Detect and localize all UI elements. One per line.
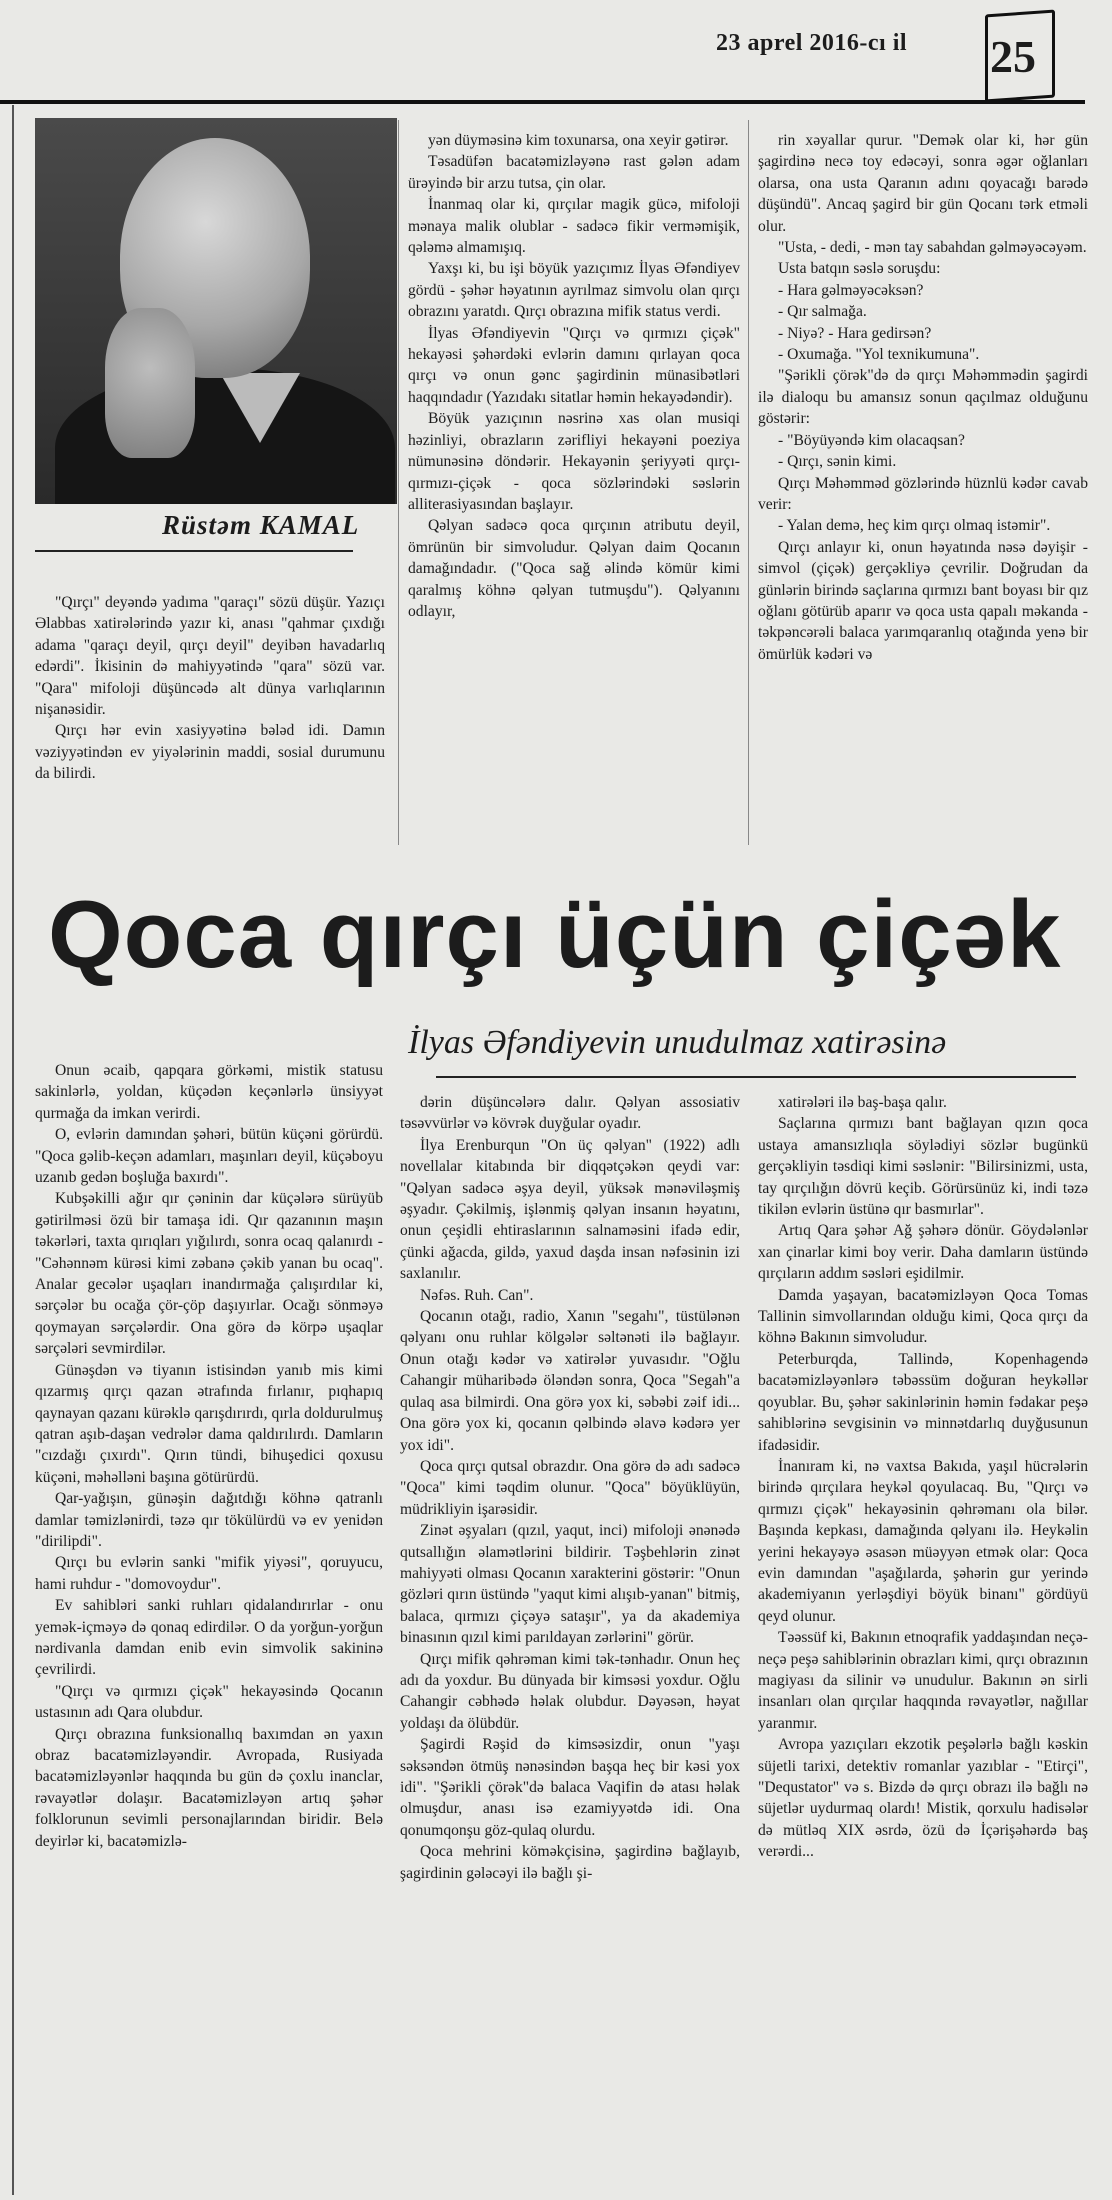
- paragraph: İlya Erenburqun "On üç qəlyan" (1922) adlı novellalar kitabında bir diqqətçəkən qeydi var: "Qəlyan sadəcə əşya deyil, yüksək mənəviləşmiş əşyadır. Çəkilmiş, işlənmiş qəlyan insanın həyatını, onun çeşidli ehtiraslarının salnaməsini ifadə edir, çünki ağacda, gildə, yaxud daşda insan nəfəsinin izi saxlanılır.: [400, 1136, 740, 1283]
- paragraph: yən düyməsinə kim toxunarsa, ona xeyir gətirər.: [428, 132, 729, 149]
- paragraph: Günəşdən və tiyanın istisindən yanıb mis kimi qızarmış qırçı qazan ətrafında fırlanır, pıqhapıq qaynayan qazanı kürəklə qarışdırırdı, qırla doldurulmuş qatran aşıb-daşan vedrələr dama qaldırılırdı. Damların "cızdağı çıxırdı". Qırın tündi, bihuşedici qoxusu küçəni, məhəlləni başına götürürdü.: [35, 1361, 383, 1486]
- text-column-top-2: [408, 130, 740, 622]
- paragraph: - Oxumağa. "Yol texnikumuna".: [778, 346, 980, 364]
- paragraph: - Niyə? - Hara gedirsən?: [778, 324, 932, 342]
- paragraph: - Yalan demə, heç kim qırçı olmaq istəmir".: [778, 517, 1051, 535]
- paragraph: Qocanın otağı, radio, Xanın "segahı", tüstülənən qəlyanı onu ruhlar kölgələr səltənəti ilə bağlayır. Onun otağı kədər və xatirələr yuvasıdır. "Oğlu Cahangir müharibədə öləndən sonra, Qoca "Segah"a qulaq asa bilmirdi. Ona görə yox ki, səbəbi zəif idi... Ona görə yox ki, qocanın qəlbində əlavə kədərə yer yox idi".: [400, 1308, 740, 1454]
- page-number-badge: [985, 8, 1055, 98]
- text-column-top-1: [35, 592, 385, 785]
- paragraph: - Qırçı, sənin kimi.: [778, 453, 897, 471]
- paragraph: Qəlyan sadəcə qoca qırçının atributu deyil, ömrünün bir simvoludur. Qəlyan daim Qocanın damağındadır. ("Qoca sağ əlində kömür kimi qaralmış köhnə qəlyan tutmuşdu"). Qəlyanını odlayır,: [408, 517, 740, 620]
- paragraph: "Qırçı və qırmızı çiçək" hekayəsində Qocanın ustasının adı Qara olubdur.: [35, 1682, 383, 1722]
- paragraph: rin xəyallar qurur. "Demək olar ki, hər gün şagirdinə necə toy edəcəyi, sonra əgər oğlanları olarsa, ona usta Qaranın adını qoyacağı barədə düşündü". Ancaq şagird bir gün Qocanı tərk etməli olur.: [758, 132, 1088, 235]
- paragraph: Zinət əşyaları (qızıl, yaqut, inci) mifoloji ənənədə qutsallığın əlamətlərini bildirir. Təşbehlərin zinət mahiyyəti olması Qocanın xarakterini göstərir: "Onun gözləri qırın üstündə "yaqut kimi alışıb-yanan" bitmiş, balaca, qırmızı çiçəyə sataşır", ya da akademiya binasının qızıl kimi parıldayan zərlərini" görür.: [400, 1522, 740, 1647]
- left-margin-rule: [12, 105, 14, 2195]
- paragraph: Usta batqın səslə soruşdu:: [778, 260, 941, 278]
- header-rule: [0, 100, 1085, 104]
- paragraph: Şagirdi Rəşid də kimsəsizdir, onun "yaşı səksəndən ötmüş nənəsindən başqa heç bir kəsi yox idi". "Şərikli çörək"də balaca Vaqifin də atası həlak olmuşdur, anası isə ezamiyyətdə idi. Ona qonumqonşu göz-qulaq olurdu.: [400, 1736, 740, 1839]
- text-column-top-3: [758, 130, 1088, 665]
- paragraph: Qırçı obrazına funksionallıq baxımdan ən yaxın obraz bacatəmizləyəndir. Avropada, Rusiyada bacatəmizləyənlər haqqında bu gün də çoxlu inanclar, rəvayətlər dolaşır. Bacatəmizləyən artıq şəhər folklorunun sevimli personajlarından biridir. Belə deyirlər ki, bacatəmizlə-: [35, 1725, 383, 1850]
- paragraph: - "Böyüyəndə kim olacaqsan?: [778, 431, 965, 449]
- column-divider: [398, 120, 399, 845]
- paragraph: Qar-yağışın, günəşin dağıtdığı köhnə qatranlı damlar təmizlənirdi, təzə qır tökülürdü və ev yenidən "diriliрdi".: [35, 1490, 383, 1550]
- paragraph: xatirələri ilə baş-başa qalır.: [778, 1094, 947, 1111]
- paragraph: Avropa yazıçıları ekzotik peşələrlə bağlı kəskin süjetli tarixi, detektiv romanlar yazıblar - "Etirçi", "Dequstator" və s. Bizdə də qırçı obrazı ilə bağlı nə süjetlər uydurmaq olardı! Mistik, qorxulu hadisələr də mütləq XIX əsrdə, özü də İçərişəhərdə baş verərdi...: [758, 1736, 1088, 1861]
- article-title: Qoca qırçı üçün çiçək: [48, 881, 1062, 988]
- paragraph: Qırçı Məhəmməd gözlərində hüznlü kədər cavab verir:: [758, 474, 1088, 513]
- paragraph: Qırçı hər evin xasiyyətinə bələd idi. Damın vəziyyətindən ev yiyələrinin maddi, sosial durumunu da bilirdi.: [35, 722, 385, 783]
- paragraph: Saçlarına qırmızı bant bağlayan qızın qoca ustaya amansızlıqla söylədiyi sözlər bugünkü gerçəkliyin təsdiqi kimi səslənir: "Bilirsinizmi, usta, tay qırçılığın dövrü keçib. Görürsünüz ki, indi təzə tikilən evlərin üstünə qır basmırlar".: [758, 1115, 1088, 1219]
- paragraph: Artıq Qara şəhər Ağ şəhərə dönür. Göydələnlər xan çinarlar kimi boy verir. Daha damların üstündə qırçıların addım səsləri eşidilmir.: [758, 1222, 1088, 1283]
- paragraph: - Hara gəlməyəcəksən?: [778, 281, 924, 299]
- paragraph: İnanmaq olar ki, qırçılar magik gücə, mifoloji mənaya malik olublar - sadəcə fikir verməmişik, qələmə almamışıq.: [408, 196, 740, 257]
- paragraph: Qoca qırçı qutsal obrazdır. Ona görə də adı sadəcə "Qoca" kimi təqdim olunur. "Qoca" böyüklüyün, müdrikliyin işarəsidir.: [400, 1457, 740, 1518]
- paragraph: "Usta, - dedi, - mən tay sabahdan gəlməyəcəyəm.: [778, 239, 1087, 257]
- paragraph: İnanıram ki, nə vaxtsa Bakıda, yaşıl hücrələrin birində qırçılara heykəl qoyulacaq. Bu, "Qırçı və qırmızı çiçək" hekayəsinin qəhrəmanı ola bilər. Başında kepkası, damağında qəlyanı ilə. Heykəlin yerini hekayəyə əsasən müəyyən etmək olar: Qoca evin damından "aşağılarda, şəhərin gur yerində akademiyanın yerləşdiyi böyük binanı" gördüyü qeyd olunur.: [758, 1457, 1088, 1625]
- paragraph: Yaxşı ki, bu işi böyük yazıçımız İlyas Əfəndiyev gördü - şəhər həyatının ayrılmaz simvolu olan qırçı obrazını yaratdı. Qırçı obrazına mifik status verdi.: [408, 260, 740, 321]
- paragraph: dərin düşüncələrə dalır. Qəlyan assosiativ təsəvvürlər və kövrək duyğular oyadır.: [400, 1094, 740, 1133]
- page-number: 25: [990, 31, 1036, 82]
- text-column-bottom-3: [758, 1092, 1088, 1863]
- paragraph: Böyük yazıçının nəsrinə xas olan musiqi həzinliyi, obrazların zərifliyi hekayəni poeziya nümunəsinə döndərir. Hekayənin şeriyyəti qırçı-qırmızı-çiçək - qoca sözlərindəki səslərin alliterasiyasından başlayır.: [408, 410, 740, 513]
- text-column-bottom-2: [400, 1092, 740, 1884]
- paragraph: İlyas Əfəndiyevin "Qırçı və qırmızı çiçək" hekayəsi şəhərdəki evlərin damını qırlayan qoca qırçı və onun gənc şagirdinin münasibətləri haqqındadır (Yazıdakı sitatlar həmin hekayədəndir).: [408, 324, 740, 406]
- paragraph: Qırçı anlayır ki, onun həyatında nəsə dəyişir - simvol (çiçək) gerçəkliyə çevrilir. Doğrudan da günlərin birində saçlarına qırmızı bant boyası bir qız oğlanı götürüb aparır və qoca usta qapalı məkanda - təkpəncərəli balaca yarımqaranlıq otağında yenə bir ömürlük kədəri və: [758, 538, 1088, 663]
- subtitle-rule: [436, 1076, 1076, 1078]
- author-photo: [35, 118, 397, 504]
- paragraph: Nəfəs. Ruh. Can".: [420, 1286, 534, 1304]
- paragraph: Təsadüfən bacatəmizləyənə rast gələn adam ürəyində bir arzu tutsa, çin olar.: [408, 153, 740, 192]
- author-name: Rüstəm KAMAL: [162, 510, 360, 540]
- paragraph: Ev sahibləri sanki ruhları qidalandırırlar - onu yemək-içməyə də qonaq edirdilər. O da yorğun-yorğun nərdivanla damdan enib evin simvolik sakininə çevrilirdi.: [35, 1597, 383, 1679]
- paragraph: Qırçı mifik qəhrəman kimi tək-tənhadır. Onun heç adı da yoxdur. Bu dünyada bir kimsəsi yoxdur. Oğlu Cahangir cəbhədə həlak olubdur. Dəyəsən, həyat yoldaşı da ölübdür.: [400, 1650, 740, 1732]
- paragraph: Təəssüf ki, Bakının etnoqrafik yaddaşından neçə-neçə peşə sahiblərinin obrazları kimi, qırçı obrazının magiyası da silinir və unudulur. Bakının ən sirli insanları olan qırçılar haqqında rəvayətlər, nağıllar yaranmır.: [758, 1629, 1088, 1732]
- paragraph: Peterburqda, Tallində, Kopenhagendə bacatəmizləyənlərə təbəssüm doğuran heykəllər qoyublar. Bu, şəhər sakinlərinin həmin fədakar peşə sahiblərinə sevgisinin və minnətdarlıq duyğusunun ifadəsidir.: [758, 1350, 1088, 1454]
- paragraph: Damda yaşayan, bacatəmizləyən Qoca Tomas Tallinin simvollarından olduğu kimi, Qoca qırçı da köhnə Bakının simvoludur.: [758, 1286, 1088, 1347]
- paragraph: "Qırçı" deyəndə yadıma "qaraçı" sözü düşür. Yazıçı Əlabbas xatirələrində yazır ki, anası "qahmar çıxdığı adama "qaraçı deyil, qırçı deyil" deyibən havadarlıq edərdi". İkisinin də mahiyyətində "qara" sözü var. "Qara" mifoloji düşüncədə alt dünya varlıqlarının nişanəsidir.: [35, 594, 385, 719]
- caption-rule: [35, 550, 353, 552]
- paragraph: Qoca mehrini köməkçisinə, şagirdinə bağlayıb, şagirdinin gələcəyi ilə bağlı şi-: [400, 1843, 740, 1882]
- paragraph: - Qır salmağa.: [778, 303, 867, 321]
- text-column-bottom-1: [35, 1060, 383, 1852]
- paragraph: "Şərikli çörək"də də qırçı Məhəmmədin şagirdi ilə dialoqu bu amansız sonun qaçılmaz olduğunu göstərir:: [758, 367, 1088, 428]
- paragraph: Onun əcaib, qapqara görkəmi, mistik statusu sakinlərlə, yoldan, küçədən keçənlərlə ünsiyyət qurmağa da imkan verirdi.: [35, 1062, 383, 1122]
- article-subtitle: İlyas Əfəndiyevin unudulmaz xatirəsinə: [408, 1024, 947, 1061]
- column-divider: [748, 120, 749, 845]
- paragraph: Qırçı bu evlərin sanki "mifik yiyəsi", qoruyucu, hami ruhdur - "domovoydur".: [35, 1554, 383, 1593]
- paragraph: Kubşəkilli ağır qır çəninin dar küçələrə sürüyüb gətirilməsi özü bir tamaşa idi. Qır qazanının maşın təkərləri, taxta qırıqları yığılırdı, sonra ocaq qalanırdı - "Cəhənnəm kürəsi kimi zəbanə çəkib yanan bu ocaq". Analar gecələr uşaqları inandırmağa çalışırdılar ki, sərçələr bu ocağa çör-çöp daşıyırlar. Ocağı sönməyə qoymayan sərçələrdir. Ona görə də körpə uşaqlar sərçələri sevmirdilər.: [35, 1190, 383, 1358]
- paragraph: O, evlərin damından şəhəri, bütün küçəni görürdü. "Qoca gəlib-keçən adamları, maşınları deyil, küçəboyu uzanıb gedən boşluğa baxırdı".: [35, 1126, 383, 1187]
- issue-date: 23 aprel 2016-cı il: [716, 30, 908, 56]
